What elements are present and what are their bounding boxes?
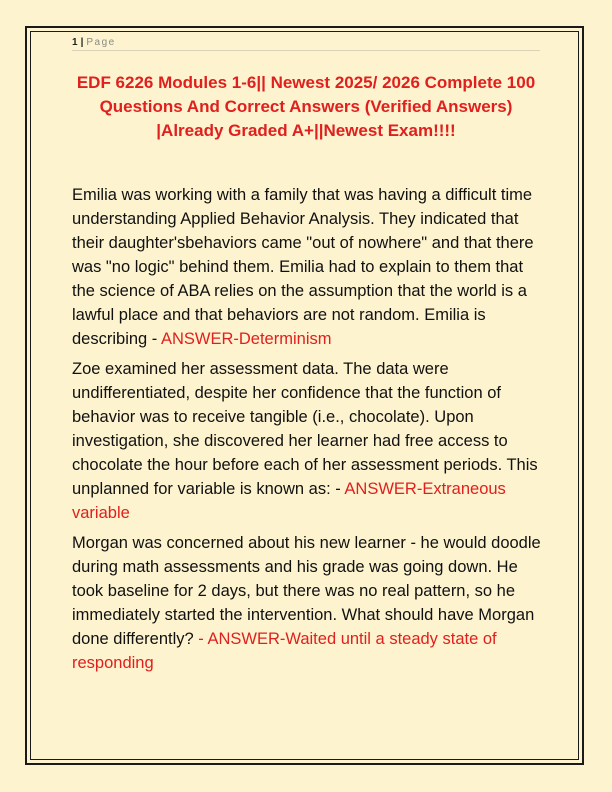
page-number: 1 [72,37,78,48]
question-text: Zoe examined her assessment data. The data were undifferentiated, despite her confidence that the function of behavior was to receive tangible (i.e., chocolate). Upon investigation, she discovered her learner had free access to chocolate the hour before each of her assessment periods. This unplanned for variable is known as: - [72,360,538,498]
answer-text: ANSWER-Extraneous variable [72,480,506,522]
answer-text: - ANSWER-Waited until a steady state of responding [72,630,497,672]
answer-text: ANSWER-Determinism [160,330,332,348]
page-separator: | [80,37,84,48]
page-label: Page [86,37,116,48]
qa-item [72,531,547,675]
page-header [72,35,540,51]
question-text: Emilia was working with a family that was having a difficult time understanding Applied Behavior Analysis. They indicated that their daughter'sbehaviors came "out of nowhere" and that there was "no logic" behind them. Emilia had to explain to them that the science of ABA relies on the assumption that the world is a lawful place and that behaviors are not random. Emilia is describing - [72,186,534,348]
document-body [72,183,547,681]
qa-item [72,183,547,351]
qa-item [72,357,547,525]
document-title: EDF 6226 Modules 1-6|| Newest 2025/ 2026 Complete 100 Questions And Correct Answers (Verified Answers) |Already Graded A+||Newest Exam!!!! [76,73,536,140]
question-text: Morgan was concerned about his new learner - he would doodle during math assessments and his grade was going down. He took baseline for 2 days, but there was no real pattern, so he immediately started the intervention. What should have Morgan done differently? [72,534,541,648]
